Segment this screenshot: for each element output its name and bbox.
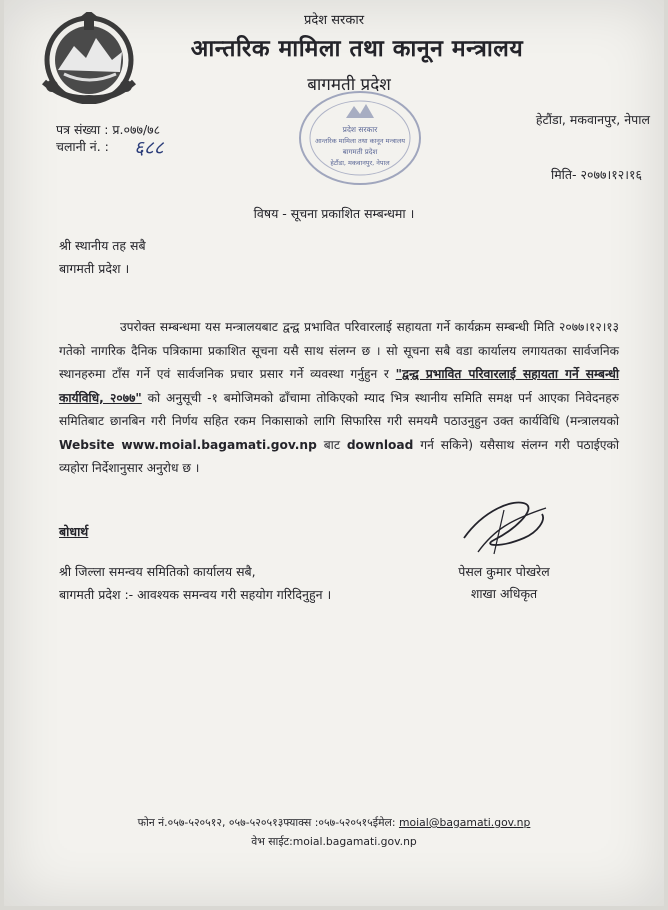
stamp-line-3: बागमती प्रदेश — [342, 148, 378, 156]
footer-phone-fax: फोन नं.०५७-५२०५१२, ०५७-५२०५१३फ्याक्स :०५७-५२०५१५ईमेल: — [137, 816, 396, 829]
website-word: Website — [59, 437, 115, 452]
signatory-position: शाखा अधिकृत — [470, 586, 538, 601]
handwritten-signature — [454, 490, 554, 560]
procedure-title: "द्वन्द्व प्रभावित परिवारलाई सहायता गर्ने सम्बन्धी कार्यविधि, २०७७" — [59, 367, 619, 405]
province-title: बागमती प्रदेश — [307, 75, 391, 95]
stamp-line-4: हेटौंडा, मकवानपुर, नेपाल — [330, 159, 390, 167]
download-word: download — [346, 437, 414, 452]
body-part-3: बाट — [323, 437, 340, 452]
cc-line-2: बागमती प्रदेश :- आवश्यक समन्वय गरी सहयोग गरिदिनुहुन । — [59, 587, 332, 602]
dispatch-number-handwritten: ६८८ — [134, 137, 164, 159]
signatory-name: पेसल कुमार पोखरेल — [458, 564, 550, 579]
website-url: www.moial.bagamati.gov.np — [121, 437, 317, 452]
stamp-line-2: आन्तरिक मामिला तथा कानून मन्त्रालय — [314, 137, 406, 145]
stamp-line-1: प्रदेश सरकार — [342, 125, 378, 134]
ministry-title: आन्तरिक मामिला तथा कानून मन्त्रालय — [190, 36, 524, 62]
body-part-1: उपरोक्त सम्बन्धमा यस मन्त्रालयबाट द्वन्द्व प्रभावित परिवारलाई सहायता गर्ने कार्यक्रम सम्बन्धी मिति २०७७।१२।१३ गतेको नागरिक दैनिक पत्रिकामा प्रकाशित सूचना यसै साथ संलग्न छ । सो सूचना सबै वडा कार्यालय लगायतका सार्वजनिक स्थानहरुमा टाँस गर्ने एवं सार्वजनिक प्रचार प्रसार गर्ने व्यवस्था गर्नुहुन र — [59, 320, 619, 381]
letter-subject: विषय - सूचना प्रकाशित सम्बन्धमा । — [253, 206, 415, 221]
dispatch-number-label: चलानी नं. : — [56, 139, 109, 154]
letter-body — [59, 316, 619, 481]
letter-number: पत्र संख्या : प्र.०७७/७८ — [56, 122, 161, 137]
office-stamp — [296, 88, 424, 188]
cc-line-1: श्री जिल्ला समन्वय समितिको कार्यालय सबै, — [59, 564, 256, 579]
letter-date: मिति- २०७७।१२।१६ — [550, 167, 642, 182]
body-part-4: गर्न सकिने) यसैसाथ संलग्न गरी पठाईएको व्यहोरा निर्देशानुसार अनुरोध छ । — [59, 437, 620, 475]
cc-title: बोधार्थ — [59, 524, 89, 539]
letter-page — [4, 0, 664, 906]
recipient-line-1: श्री स्थानीय तह सबै — [59, 238, 146, 253]
body-part-2: को अनुसूची -१ बमोजिमको ढाँचामा तोकिएको म्याद भित्र स्थानीय समिति समक्ष पर्न आएका निवेदनहरु समितिबाट छानबिन गरी निर्णय सहित रकम निकासाको लागि सिफारिस गरी समयमै पठाउनुहुन उक्त कार्यविधि (मन्त्रालयको — [59, 390, 619, 428]
recipient-line-2: बागमती प्रदेश । — [59, 261, 130, 276]
footer-email-link[interactable]: moial@bagamati.gov.np — [398, 816, 531, 829]
government-title: प्रदेश सरकार — [303, 13, 365, 28]
footer-website: वेभ साईट:moial.bagamati.gov.np — [251, 835, 417, 848]
office-address: हेटौंडा, मकवानपुर, नेपाल — [535, 112, 650, 127]
footer-contact — [4, 815, 664, 830]
